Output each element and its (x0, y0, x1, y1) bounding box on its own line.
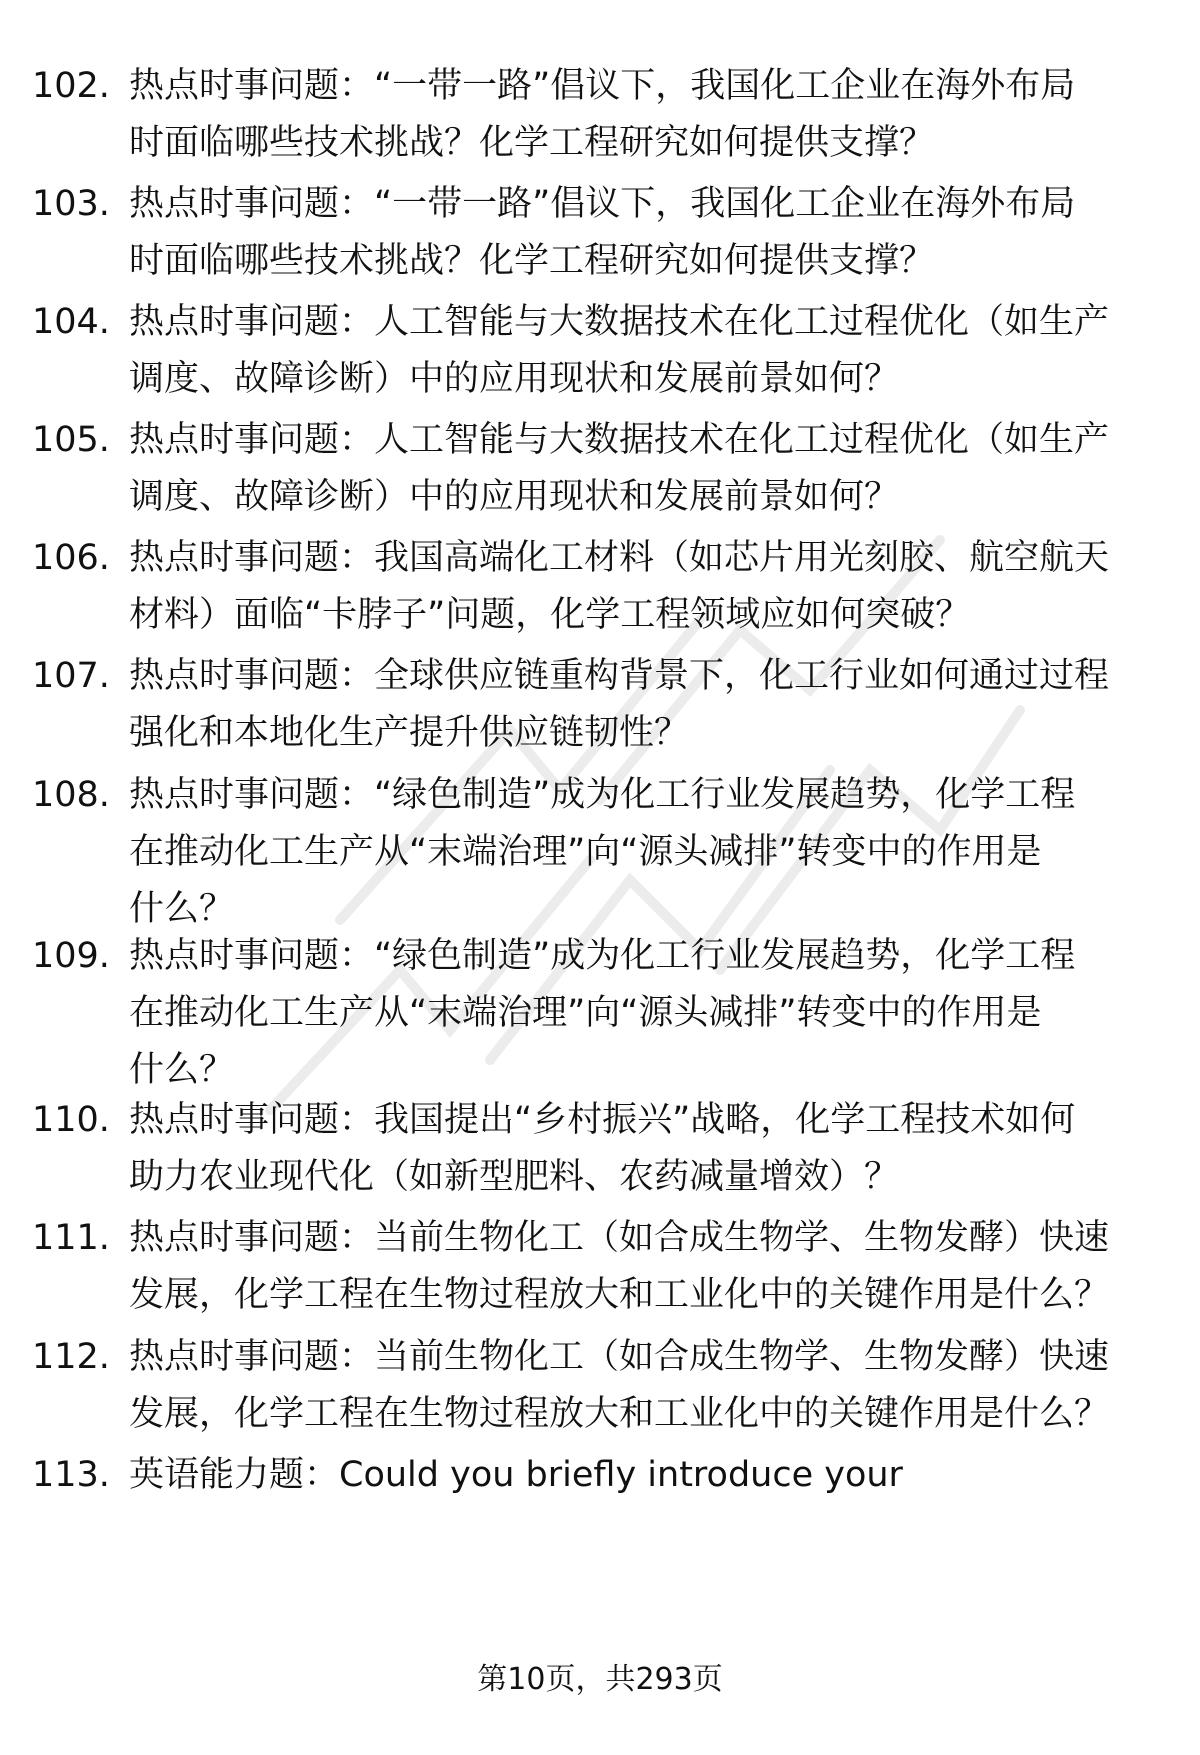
question-number: 107. (32, 656, 110, 696)
question-text-line: 材料）面临“卡脖子”问题，化学工程领域应如何突破？ (129, 595, 971, 635)
question-number: 108. (32, 775, 110, 815)
question-text-line: 热点时事问题：“绿色制造”成为化工行业发展趋势，化学工程 (129, 775, 1076, 815)
question-number: 106. (32, 538, 110, 578)
question-number: 102. (32, 66, 110, 106)
question-item (32, 767, 1149, 938)
question-item (32, 176, 1149, 290)
question-text-line: 什么？ (129, 889, 235, 929)
page-footer: 第10页，共293页 (477, 1662, 723, 1697)
question-text (129, 1329, 1149, 1443)
question-text-line: 热点时事问题：“一带一路”倡议下，我国化工企业在海外布局 (129, 184, 1076, 224)
question-number: 109. (32, 936, 110, 976)
question-text-line: 发展，化学工程在生物过程放大和工业化中的关键作用是什么？ (129, 1394, 1110, 1434)
question-text-line: 热点时事问题：全球供应链重构背景下，化工行业如何通过过程 (129, 656, 1110, 696)
question-text (129, 1210, 1149, 1324)
question-number: 110. (32, 1100, 110, 1140)
question-text-line: 热点时事问题：“绿色制造”成为化工行业发展趋势，化学工程 (129, 936, 1076, 976)
question-text (129, 294, 1149, 408)
question-text (129, 767, 1149, 938)
question-text (129, 58, 1149, 172)
question-text-line: 热点时事问题：人工智能与大数据技术在化工过程优化（如生产 (129, 302, 1110, 342)
question-text-line: 助力农业现代化（如新型肥料、农药减量增效）？ (129, 1157, 900, 1197)
question-text-line: 在推动化工生产从“末端治理”向“源头减排”转变中的作用是 (129, 993, 1042, 1033)
question-item (32, 1329, 1149, 1443)
question-text-line: 英语能力题：Could you briefly introduce your (129, 1455, 903, 1495)
question-text-line: 调度、故障诊断）中的应用现状和发展前景如何？ (129, 477, 900, 517)
question-item (32, 530, 1149, 644)
question-text (129, 648, 1149, 762)
question-text-line: 发展，化学工程在生物过程放大和工业化中的关键作用是什么？ (129, 1275, 1110, 1315)
question-text-line: 在推动化工生产从“末端治理”向“源头减排”转变中的作用是 (129, 832, 1042, 872)
question-text-line: 热点时事问题：我国提出“乡村振兴”战略，化学工程技术如何 (129, 1100, 1076, 1140)
question-text-line: 热点时事问题：人工智能与大数据技术在化工过程优化（如生产 (129, 420, 1110, 460)
question-text-line: 调度、故障诊断）中的应用现状和发展前景如何？ (129, 359, 900, 399)
question-text-line: 热点时事问题：当前生物化工（如合成生物学、生物发酵）快速 (129, 1218, 1110, 1258)
question-number: 113. (32, 1455, 110, 1495)
question-item (32, 58, 1149, 172)
question-text-line: 时面临哪些技术挑战？化学工程研究如何提供支撑？ (129, 123, 935, 163)
question-text-line: 热点时事问题：我国高端化工材料（如芯片用光刻胶、航空航天 (129, 538, 1110, 578)
question-text (129, 412, 1149, 526)
question-text (129, 928, 1149, 1099)
question-item (32, 648, 1149, 762)
question-text (129, 1092, 1149, 1206)
question-text (129, 530, 1149, 644)
question-number: 104. (32, 302, 110, 342)
question-item (32, 1210, 1149, 1324)
question-text-line: 时面临哪些技术挑战？化学工程研究如何提供支撑？ (129, 241, 935, 281)
question-text-line: 热点时事问题：“一带一路”倡议下，我国化工企业在海外布局 (129, 66, 1076, 106)
question-number: 105. (32, 420, 110, 460)
question-item (32, 294, 1149, 408)
question-text-line: 热点时事问题：当前生物化工（如合成生物学、生物发酵）快速 (129, 1337, 1110, 1377)
question-text (129, 176, 1149, 290)
question-text (129, 1447, 1149, 1504)
question-item (32, 1447, 1149, 1504)
question-text-line: 什么？ (129, 1050, 235, 1090)
question-item (32, 1092, 1149, 1206)
question-number: 103. (32, 184, 110, 224)
question-number: 112. (32, 1337, 110, 1377)
question-item (32, 412, 1149, 526)
question-text-line: 强化和本地化生产提升供应链韧性？ (129, 713, 690, 753)
question-number: 111. (32, 1218, 110, 1258)
question-item (32, 928, 1149, 1099)
